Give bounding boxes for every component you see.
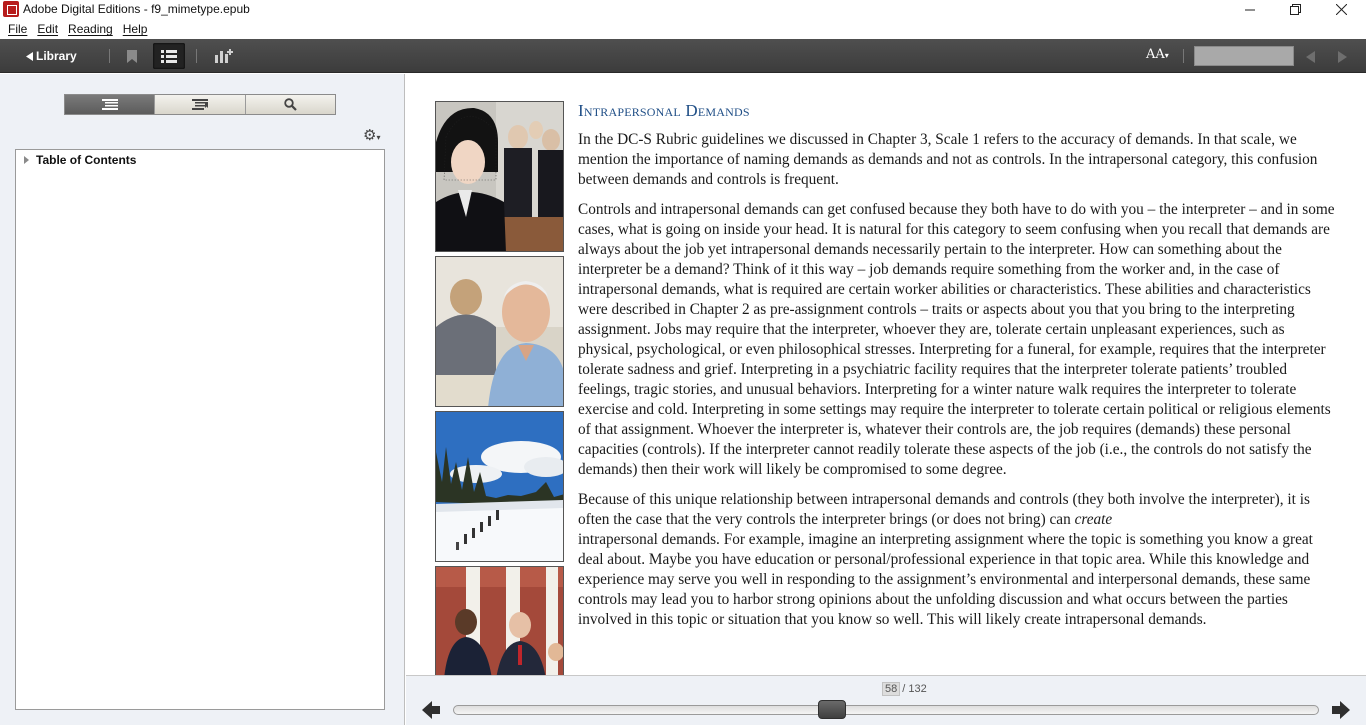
pane-view-switcher bbox=[64, 94, 336, 115]
gear-icon: ⚙ bbox=[363, 127, 377, 144]
minimize-button[interactable] bbox=[1227, 0, 1273, 19]
section-heading: Intrapersonal Demands bbox=[578, 101, 750, 120]
toc-list-icon bbox=[102, 99, 118, 111]
paragraph-lead: Because of this unique relationship between intrapersonal demands and controls (they both involve the interpreter), it is often the case that the very controls the interpreter brings (or does not bring) can bbox=[578, 491, 1310, 528]
goto-page-input[interactable] bbox=[1194, 46, 1294, 66]
navigation-pane bbox=[0, 74, 405, 725]
menu-bar bbox=[0, 19, 1366, 39]
paragraph: Controls and intrapersonal demands can get confused because they both have to do with you – the interpreter – and in some cases, what is going on inside your head. It is natural for this category to seem confusing when you recall that demands are always about the job yet intrapersonal demands necessarily pertain to the interpreter. How can something about the interpreter be a demand? Think of it this way – job demands require something from the worker and, in the case of intrapersonal demands, what is required are certain worker abilities or characteristics. These abilities and characteristics were described in Chapter 2 as pre-assignment controls – traits or aspects about you that you bring to the interpreting assignment. Jobs may require that the interpreter, whoever they are, tolerate certain unpleasant experiences, such as physical, psychological, or even philosophical stresses. Interpreting for a funeral, for example, requires that the interpreter tolerate sadness and grief. Interpreting in a psychiatric facility requires that the interpreter tolerate patients’ troubled feelings, tragic stories, and unusual behaviors. Interpreting for a winter nature walk requires the interpreter to tolerate exercise and cold. Interpreting in some settings may require the interpreter to tolerate certain political or religious elements of that assignment. Whoever the interpreter is, whatever their controls are, the job requires (demands) these personal capacities (controls). If the interpreter cannot readily tolerate these aspects of the job (i.e., the controls do not satisfy the demands) then their work will likely be compromised to some degree. bbox=[578, 201, 1335, 478]
emphasis-text: create bbox=[1074, 511, 1113, 528]
toc-panel bbox=[15, 149, 385, 710]
paragraph: In the DC-S Rubric guidelines we discussed in Chapter 3, Scale 1 refers to the accuracy of demands. In that scale, we mention the importance of naming demands as demands and not as controls. In the intrapersonal category, this confusion between demands and controls is frequent. bbox=[578, 131, 1318, 188]
menu-file[interactable]: File bbox=[8, 22, 28, 36]
elderly-man-image bbox=[436, 257, 564, 407]
winter-walk-image bbox=[436, 412, 564, 562]
funeral-image bbox=[436, 102, 564, 252]
page-navigation-bar bbox=[406, 675, 1366, 725]
current-page-input[interactable]: 58 bbox=[882, 682, 900, 696]
window-title: Adobe Digital Editions - f9_mimetype.epub bbox=[23, 2, 250, 16]
toc-item-label: Table of Contents bbox=[36, 153, 137, 167]
restore-button[interactable] bbox=[1272, 0, 1318, 19]
close-icon bbox=[1336, 4, 1347, 15]
close-button[interactable] bbox=[1318, 0, 1364, 19]
menu-edit[interactable]: Edit bbox=[37, 22, 59, 36]
toc-item[interactable] bbox=[24, 153, 136, 167]
funeral-photo bbox=[435, 101, 564, 252]
next-page-button[interactable] bbox=[1338, 51, 1347, 63]
page-slider-track[interactable] bbox=[453, 705, 1319, 715]
tab-table-of-contents[interactable] bbox=[65, 95, 155, 114]
toolbar-divider bbox=[1183, 49, 1184, 63]
adobe-digital-editions-icon bbox=[3, 1, 19, 17]
settings-gear-button[interactable] bbox=[363, 126, 380, 144]
toolbar-divider bbox=[109, 49, 110, 63]
elderly-man-photo bbox=[435, 256, 564, 407]
page-indicator bbox=[882, 682, 927, 696]
speakers-image bbox=[436, 567, 564, 675]
tab-bookmarks[interactable] bbox=[155, 95, 245, 114]
bookmark-list-icon bbox=[192, 99, 208, 111]
font-size-button[interactable] bbox=[1146, 47, 1169, 62]
bookmark-icon bbox=[127, 50, 137, 63]
toc-view-button[interactable] bbox=[153, 43, 185, 69]
speakers-photo bbox=[435, 566, 564, 675]
minimize-icon bbox=[1245, 5, 1255, 15]
total-pages: / 132 bbox=[902, 683, 927, 695]
list-icon bbox=[161, 50, 177, 63]
reader-toolbar bbox=[0, 39, 1366, 73]
back-triangle-icon bbox=[26, 52, 33, 61]
winter-walk-photo bbox=[435, 411, 564, 562]
search-icon bbox=[284, 98, 297, 111]
font-size-label: AA bbox=[1146, 47, 1165, 62]
library-button[interactable] bbox=[26, 47, 77, 65]
tab-search[interactable] bbox=[246, 95, 335, 114]
title-bar bbox=[0, 0, 1366, 19]
library-label: Library bbox=[36, 49, 77, 63]
dropdown-caret-icon: ▾ bbox=[376, 133, 381, 142]
book-content bbox=[578, 101, 1338, 640]
add-to-collection-button[interactable] bbox=[208, 43, 240, 69]
next-page-arrow[interactable] bbox=[1330, 700, 1350, 720]
dropdown-caret-icon: ▾ bbox=[1164, 51, 1169, 60]
chart-add-icon bbox=[215, 49, 233, 63]
menu-reading[interactable]: Reading bbox=[68, 22, 113, 36]
menu-help[interactable]: Help bbox=[122, 22, 148, 36]
bookmark-button[interactable] bbox=[116, 43, 148, 69]
paragraph bbox=[578, 490, 1338, 630]
previous-page-button[interactable] bbox=[1306, 51, 1315, 63]
paragraph-tail: intrapersonal demands. For example, imagine an interpreting assignment where the topic is something you know a great deal about. Maybe you have education or personal/professional experience in that topic area. While this knowledge and experience may serve you well in responding to the assignment’s environmental and interpersonal demands, these same controls may lead you to harbor strong opinions about the unfolding discussion and what occurs between the parties involved in this topic or situation that you know so well. This will likely create intrapersonal demands. bbox=[578, 531, 1313, 628]
previous-page-arrow[interactable] bbox=[422, 700, 442, 720]
expand-arrow-icon[interactable] bbox=[24, 156, 29, 164]
restore-icon bbox=[1290, 4, 1301, 15]
reading-pane bbox=[406, 74, 1366, 675]
page-slider-thumb[interactable] bbox=[818, 700, 846, 719]
toolbar-divider bbox=[196, 49, 197, 63]
